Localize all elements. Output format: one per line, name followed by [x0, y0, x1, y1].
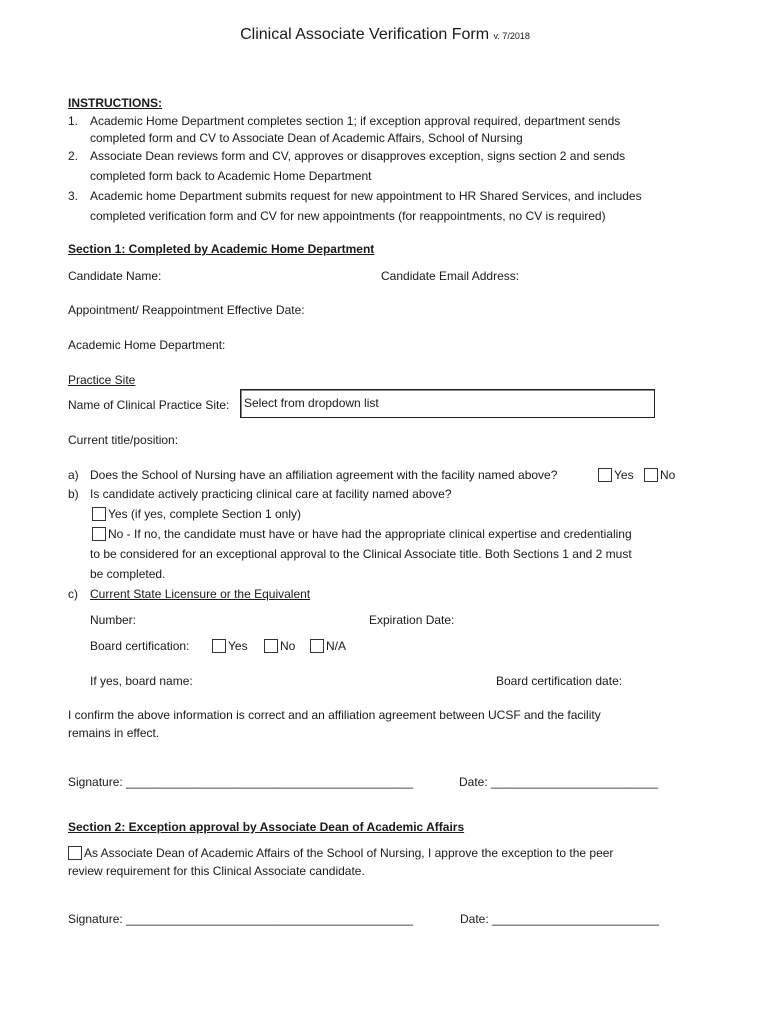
question-c — [68, 587, 310, 602]
section2-heading: Section 2: Exception approval by Associate Dean of Academic Affairs — [68, 820, 465, 834]
instruction-item-3 — [68, 189, 642, 204]
practice-site-dropdown[interactable]: Select from dropdown list — [240, 389, 655, 418]
board-certification-label: Board certification: — [90, 639, 190, 653]
section2-signature-line[interactable]: Signature: ___________________________________________ — [68, 912, 414, 926]
practicing-no-checkbox[interactable] — [92, 527, 106, 541]
form-title — [0, 26, 770, 44]
board-na-option — [310, 639, 346, 654]
expiration-date-label: Expiration Date: — [369, 613, 455, 627]
instruction-text-cont: completed form and CV to Associate Dean of Academic Affairs, School of Nursing — [90, 131, 523, 145]
instructions-heading: INSTRUCTIONS: — [68, 96, 162, 110]
practicing-yes-text: Yes (if yes, complete Section 1 only) — [108, 507, 301, 521]
instruction-number: 1. — [68, 114, 79, 128]
approve-exception-checkbox[interactable] — [68, 846, 82, 860]
no-label: No — [660, 468, 676, 482]
instruction-number: 3. — [68, 189, 79, 203]
practicing-yes-checkbox[interactable] — [92, 507, 106, 521]
confirm-text: I confirm the above information is correct and an affiliation agreement between UCSF and the facility — [68, 708, 601, 722]
home-department-label: Academic Home Department: — [68, 338, 226, 352]
candidate-email-label: Candidate Email Address: — [381, 269, 520, 283]
practicing-no-text-cont: to be considered for an exceptional approval to the Clinical Associate title. Both Sections 1 and 2 must — [90, 547, 632, 561]
license-number-label: Number: — [90, 613, 137, 627]
question-b — [68, 487, 452, 502]
affiliation-no-checkbox[interactable] — [644, 468, 658, 482]
question-letter: c) — [68, 587, 78, 601]
yes-label: Yes — [614, 468, 634, 482]
candidate-name-label: Candidate Name: — [68, 269, 162, 283]
affiliation-yes-checkbox[interactable] — [598, 468, 612, 482]
approve-text-cont: review requirement for this Clinical Associate candidate. — [68, 864, 365, 878]
board-na-checkbox[interactable] — [310, 639, 324, 653]
board-yes-option — [212, 639, 248, 654]
section2-date-line[interactable]: Date: _________________________ — [460, 912, 659, 926]
current-title-label: Current title/position: — [68, 433, 179, 447]
effective-date-label: Appointment/ Reappointment Effective Date: — [68, 303, 305, 317]
board-certification-row — [90, 639, 189, 654]
practice-site-heading: Practice Site — [68, 373, 136, 387]
question-b-text: Is candidate actively practicing clinical care at facility named above? — [90, 487, 452, 501]
question-c-text: Current State Licensure or the Equivalent — [90, 587, 311, 601]
instruction-text: Academic home Department submits request for new appointment to HR Shared Services, and includes — [90, 189, 642, 203]
practicing-no-text: No - If no, the candidate must have or have had the appropriate clinical expertise and credentialing — [108, 527, 632, 541]
site-name-label: Name of Clinical Practice Site: — [68, 398, 230, 412]
board-name-label: If yes, board name: — [90, 674, 193, 688]
confirm-text-cont: remains in effect. — [68, 726, 160, 740]
form-title-text: Clinical Associate Verification Form — [240, 26, 490, 43]
instruction-item-2 — [68, 149, 625, 164]
section1-signature-line[interactable]: Signature: ___________________________________________ — [68, 775, 414, 789]
instruction-text: Academic Home Department completes section 1; if exception approval required, department sends — [90, 114, 621, 128]
board-no-checkbox[interactable] — [264, 639, 278, 653]
practicing-no-text-cont2: be completed. — [90, 567, 166, 581]
question-a — [68, 468, 557, 483]
board-date-label: Board certification date: — [496, 674, 623, 688]
approve-option — [68, 846, 613, 861]
instruction-text-cont: completed form back to Academic Home Department — [90, 169, 372, 183]
affiliation-yes-option — [598, 468, 634, 483]
practicing-yes-option — [92, 507, 301, 522]
question-letter: a) — [68, 468, 79, 482]
section1-date-line[interactable]: Date: _________________________ — [459, 775, 658, 789]
na-label: N/A — [326, 639, 347, 653]
board-no-option — [264, 639, 295, 654]
question-a-text: Does the School of Nursing have an affiliation agreement with the facility named above? — [90, 468, 558, 482]
yes-label: Yes — [228, 639, 248, 653]
affiliation-no-option — [644, 468, 675, 483]
section1-heading: Section 1: Completed by Academic Home Department — [68, 242, 375, 256]
approve-text: As Associate Dean of Academic Affairs of the School of Nursing, I approve the exception to the peer — [84, 846, 614, 860]
board-yes-checkbox[interactable] — [212, 639, 226, 653]
practicing-no-option — [92, 527, 632, 542]
form-version: v. 7/2018 — [493, 31, 530, 41]
no-label: No — [280, 639, 296, 653]
instruction-text: Associate Dean reviews form and CV, approves or disapproves exception, signs section 2 and sends — [90, 149, 626, 163]
instruction-number: 2. — [68, 149, 79, 163]
question-letter: b) — [68, 487, 79, 501]
instruction-text-cont: completed verification form and CV for new appointments (for reappointments, no CV is required) — [90, 209, 606, 223]
instruction-item-1 — [68, 114, 620, 129]
